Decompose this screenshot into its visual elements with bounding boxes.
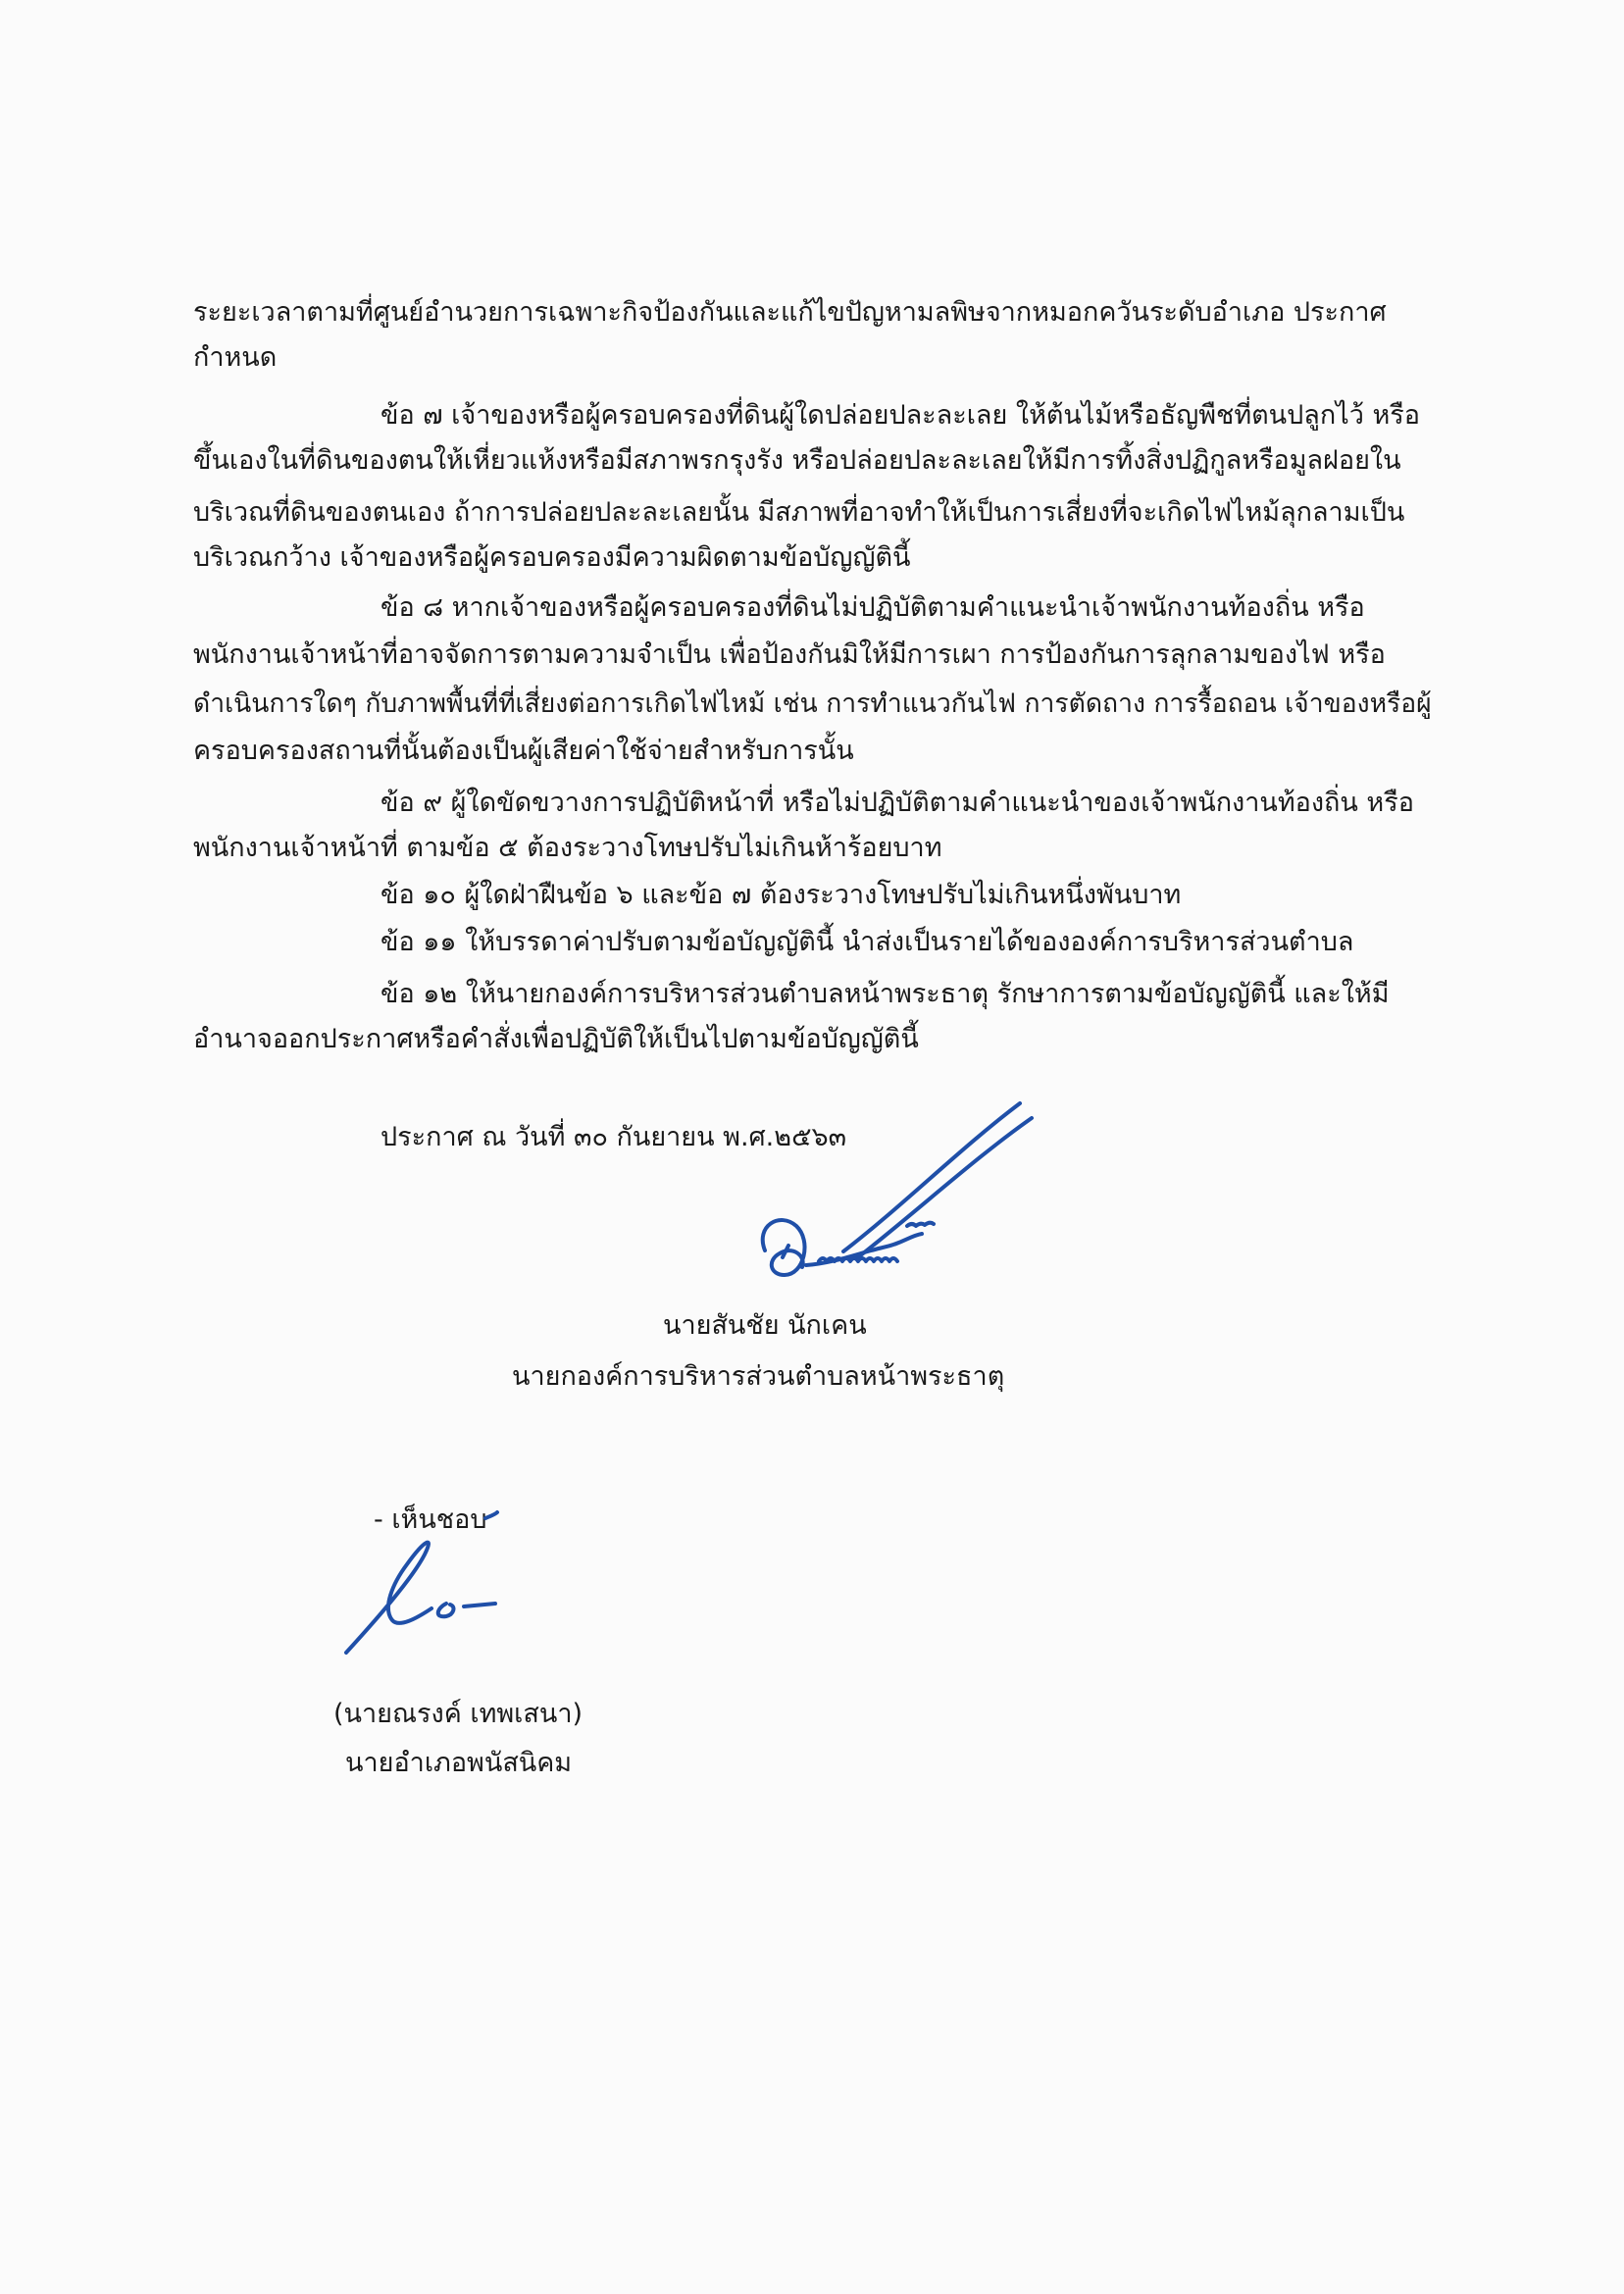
announcement-date: ประกาศ ณ วันที่ ๓๐ กันยายน พ.ศ.๒๕๖๓ [381, 1122, 847, 1152]
clause-8-line: ครอบครองสถานที่นั้นต้องเป็นผู้เสียค่าใช้จ่ายสำหรับการนั้น [193, 736, 854, 766]
clause-12-line: อำนาจออกประกาศหรือคำสั่งเพื่อปฏิบัติให้เป็นไปตามข้อบัญญัตินี้ [193, 1024, 919, 1054]
clause-7-line: บริเวณกว้าง เจ้าของหรือผู้ครอบครองมีความผิดตามข้อบัญญัตินี้ [193, 542, 911, 573]
clause-8-line: ข้อ ๘ หากเจ้าของหรือผู้ครอบครองที่ดินไม่ปฏิบัติตามคำแนะนำเจ้าพนักงานท้องถิ่น หรือ [381, 592, 1365, 623]
clause-7-line: ขึ้นเองในที่ดินของตนให้เหี่ยวแห้งหรือมีสภาพรกรุงรัง หรือปล่อยปละละเลยให้มีการทิ้งสิ่งปฏิกูลหรือมูลฝอยใน [193, 445, 1401, 476]
approval-signature-mark [338, 1510, 554, 1667]
approval-name: (นายณรงค์ เทพเสนา) [333, 1699, 584, 1729]
signatory-title: นายกองค์การบริหารส่วนตำบลหน้าพระธาตุ [512, 1361, 1005, 1392]
clause-9-line: ข้อ ๙ ผู้ใดขัดขวางการปฏิบัติหน้าที่ หรือไม่ปฏิบัติตามคำแนะนำของเจ้าพนักงานท้องถิ่น หรือ [381, 788, 1414, 818]
paragraph-line: กำหนด [193, 342, 278, 373]
clause-7-line: บริเวณที่ดินของตนเอง ถ้าการปล่อยปละละเลยนั้น มีสภาพที่อาจทำให้เป็นการเสี่ยงที่จะเกิดไฟไหม้ลุกลามเป็น [193, 497, 1405, 528]
clause-8-line: พนักงานเจ้าหน้าที่อาจจัดการตามความจำเป็น เพื่อป้องกันมิให้มีการเผา การป้องกันการลุกลามของไฟ หรือ [193, 639, 1386, 670]
clause-9-line: พนักงานเจ้าหน้าที่ ตามข้อ ๕ ต้องระวางโทษปรับไม่เกินห้าร้อยบาท [193, 833, 942, 863]
clause-11-line: ข้อ ๑๑ ให้บรรดาค่าปรับตามข้อบัญญัตินี้ นำส่งเป็นรายได้ขององค์การบริหารส่วนตำบล [381, 927, 1354, 957]
clause-10-line: ข้อ ๑๐ ผู้ใดฝ่าฝืนข้อ ๖ และข้อ ๗ ต้องระวางโทษปรับไม่เกินหนึ่งพันบาท [381, 880, 1182, 910]
approval-signature-icon [338, 1510, 554, 1667]
paragraph-line: ระยะเวลาตามที่ศูนย์อำนวยการเฉพาะกิจป้องกันและแก้ไขปัญหามลพิษจากหมอกควันระดับอำเภอ ประกาศ [193, 297, 1387, 328]
clause-8-line: ดำเนินการใดๆ กับภาพพื้นที่ที่เสี่ยงต่อการเกิดไฟไหม้ เช่น การทำแนวกันไฟ การตัดถาง การรื้อถอน เจ้าของหรือผู้ [193, 688, 1432, 719]
signature-mark [745, 1089, 1059, 1314]
clause-12-line: ข้อ ๑๒ ให้นายกองค์การบริหารส่วนตำบลหน้าพระธาตุ รักษาการตามข้อบัญญัตินี้ และให้มี [381, 979, 1390, 1009]
signatory-name: นายสันชัย นักเคน [663, 1310, 867, 1341]
approval-label: - เห็นชอบ [374, 1504, 487, 1535]
clause-7-line: ข้อ ๗ เจ้าของหรือผู้ครอบครองที่ดินผู้ใดปล่อยปละละเลย ให้ต้นไม้หรือธัญพืชที่ตนปลูกไว้ หรือ [381, 400, 1421, 431]
approval-title: นายอำเภอพนัสนิคม [345, 1748, 573, 1778]
signature-icon [745, 1089, 1059, 1314]
